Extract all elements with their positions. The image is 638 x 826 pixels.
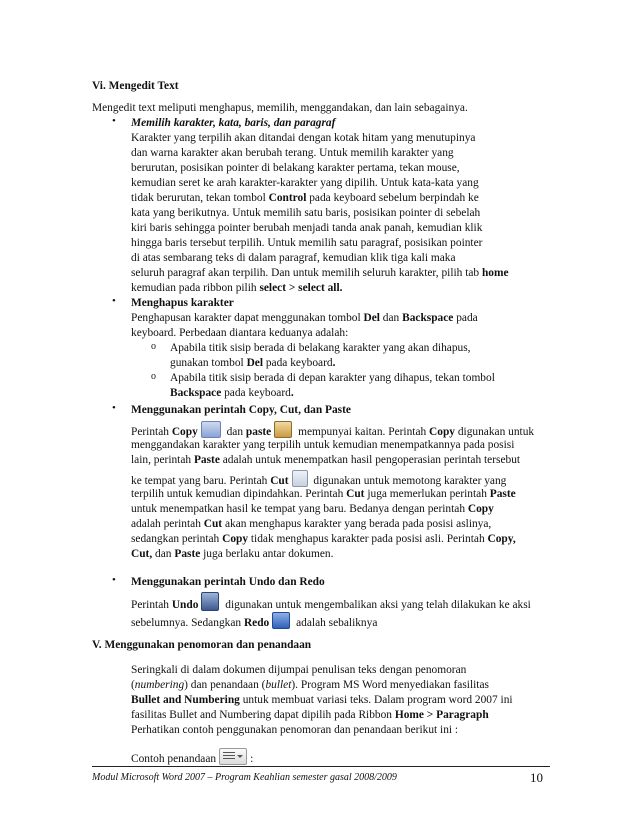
text-run: Paste bbox=[193, 454, 220, 466]
text-run: fasilitas Bullet and Numbering dapat dipilih pada Ribbon bbox=[131, 709, 395, 721]
text-run: bullet bbox=[265, 679, 292, 691]
text-run: Home > Paragraph bbox=[394, 709, 489, 721]
paragraph-line bbox=[131, 531, 516, 547]
paragraph-line bbox=[131, 265, 509, 281]
paragraph-line: Apabila titik sisip berada di depan karakter yang dihapus, tekan tombol bbox=[170, 372, 495, 384]
paragraph-line bbox=[131, 310, 478, 326]
text-run: adalah untuk menempatkan hasil pengoperasian perintah tersebut bbox=[219, 454, 521, 466]
text-run: juga memerlukan perintah bbox=[364, 488, 490, 500]
subsection-title-copy-cut-paste: Menggunakan perintah Copy, Cut, dan Paste bbox=[131, 404, 351, 416]
text-run: Perintah bbox=[131, 426, 172, 438]
text-run: untuk membuat variasi teks. Dalam program word 2007 ini bbox=[239, 694, 513, 706]
paragraph-line bbox=[131, 452, 520, 468]
bullets-button-icon bbox=[219, 748, 247, 765]
text-run: gunakan tombol bbox=[170, 357, 247, 369]
text-run: Paste bbox=[174, 548, 201, 560]
undo-icon bbox=[201, 592, 219, 611]
paragraph-line: kata yang berikutnya. Untuk memilih satu baris, posisikan pointer di sebelah bbox=[131, 207, 481, 219]
paragraph-line bbox=[170, 355, 335, 371]
text-run: akan menghapus karakter yang berada pada posisi aslinya, bbox=[222, 518, 492, 530]
text-run: select > select all. bbox=[259, 282, 343, 294]
bullet-icon: • bbox=[112, 574, 116, 586]
text-run: paste bbox=[245, 426, 272, 438]
text-run: Copy bbox=[467, 503, 494, 515]
text-run: sebelumnya. Sedangkan bbox=[131, 617, 244, 629]
text-run: Penghapusan karakter dapat menggunakan tombol bbox=[131, 312, 364, 324]
paragraph-line: menggandakan karakter yang terpilih untuk kemudian menempatkannya pada posisi bbox=[131, 439, 515, 451]
text-run: dan bbox=[152, 548, 175, 560]
paragraph-line: Seringkali di dalam dokumen dijumpai penulisan teks dengan penomoran bbox=[131, 664, 467, 676]
bullet-icon: • bbox=[112, 115, 116, 127]
text-run: Undo bbox=[171, 599, 199, 611]
subsection-title-menghapus: Menghapus karakter bbox=[131, 297, 234, 309]
text-run: Bullet and Numbering bbox=[131, 694, 240, 706]
text-run: . bbox=[332, 357, 336, 369]
text-run: tidak menghapus karakter pada posisi asli. Perintah bbox=[248, 533, 488, 545]
text-run: kemudian pada ribbon pilih bbox=[131, 282, 260, 294]
section-heading-5: V. Menggunakan penomoran dan penandaan bbox=[92, 639, 312, 651]
text-run: Cut bbox=[203, 518, 223, 530]
bullet-icon: • bbox=[112, 295, 116, 307]
sub-bullet-icon: o bbox=[151, 371, 156, 382]
paragraph-line: kiri baris sehingga pointer berubah menjadi tanda anak panah, kemudian klik bbox=[131, 222, 483, 234]
page-number: 10 bbox=[530, 770, 543, 785]
section-intro: Mengedit text meliputi menghapus, memilih, menggandakan, dan lain sebagainya. bbox=[92, 102, 468, 114]
section-heading-6: Vi. Mengedit Text bbox=[92, 80, 179, 92]
text-run: Redo bbox=[243, 617, 270, 629]
text-run: pada keyboard bbox=[263, 357, 333, 369]
text-run: adalah perintah bbox=[131, 518, 204, 530]
text-run: mempunyai kaitan. Perintah bbox=[295, 426, 430, 438]
text-run: ) dan penandaan ( bbox=[184, 679, 266, 691]
paragraph-line: keyboard. Perbedaan diantara keduanya adalah: bbox=[131, 327, 349, 339]
paragraph-line: Perhatikan contoh penggunakan penomoran dan penandaan berikut ini : bbox=[131, 724, 459, 736]
paragraph-line bbox=[131, 677, 489, 693]
paragraph-line: kemudian seret ke arah karakter-karakter yang dipilih. Untuk kata-kata yang bbox=[131, 177, 479, 189]
text-run: Contoh penandaan bbox=[131, 753, 217, 765]
text-run: : bbox=[250, 753, 254, 765]
text-run: seluruh paragraf akan terpilih. Dan untuk memilih seluruh karakter, pilih tab bbox=[131, 267, 482, 279]
text-run: home bbox=[481, 267, 509, 279]
text-run: Backspace bbox=[402, 312, 454, 324]
paragraph-line bbox=[131, 516, 491, 532]
text-run: sedangkan perintah bbox=[131, 533, 223, 545]
paragraph-line bbox=[131, 546, 333, 562]
text-run: ( bbox=[131, 679, 135, 691]
paragraph-line: Apabila titik sisip berada di belakang karakter yang akan dihapus, bbox=[170, 342, 471, 354]
paragraph-line: berurutan, posisikan pointer di belakang karakter pertama, tekan mouse, bbox=[131, 162, 460, 174]
footer-text: Modul Microsoft Word 2007 – Program Keahlian semester gasal 2008/2009 bbox=[92, 772, 397, 783]
text-run: pada keyboard sebelum berpindah ke bbox=[306, 192, 479, 204]
paste-icon bbox=[274, 421, 292, 438]
paragraph-line: dan warna karakter akan berubah terang. Untuk memilih karakter yang bbox=[131, 147, 454, 159]
paragraph-line bbox=[131, 190, 479, 206]
text-run: Del bbox=[363, 312, 380, 324]
text-run: Cut bbox=[270, 475, 289, 487]
text-run: Copy bbox=[222, 533, 249, 545]
text-run: ). Program MS Word menyediakan fasilitas bbox=[291, 679, 489, 691]
text-run: Copy bbox=[429, 426, 455, 438]
footer-divider bbox=[92, 766, 550, 767]
text-run: Cut bbox=[346, 488, 365, 500]
text-run: Cut, bbox=[131, 548, 153, 560]
subsection-title-undo-redo: Menggunakan perintah Undo dan Redo bbox=[131, 576, 325, 588]
text-run: numbering bbox=[134, 679, 185, 691]
text-run: Copy bbox=[171, 426, 198, 438]
paragraph-line: hingga baris tersebut terpilih. Untuk memilih satu paragraf, posisikan pointer bbox=[131, 237, 483, 249]
cut-icon bbox=[292, 470, 308, 487]
text-run: juga berlaku antar dokumen. bbox=[200, 548, 334, 560]
text-run: adalah sebaliknya bbox=[293, 617, 378, 629]
paragraph-line bbox=[170, 385, 294, 401]
paragraph-line bbox=[131, 486, 516, 502]
paragraph-line bbox=[131, 612, 377, 631]
text-run: digunakan untuk bbox=[455, 426, 535, 438]
text-run: ke tempat yang baru. Perintah bbox=[131, 475, 271, 487]
text-run: digunakan untuk mengembalikan aksi yang telah dilakukan ke aksi bbox=[222, 599, 531, 611]
text-run: Perintah bbox=[131, 599, 172, 611]
text-run: pada bbox=[453, 312, 478, 324]
paragraph-line: Karakter yang terpilih akan ditandai dengan kotak hitam yang menutupinya bbox=[131, 132, 476, 144]
text-run: . bbox=[290, 387, 294, 399]
text-run: untuk menempatkan hasil ke tempat yang baru. Bedanya dengan perintah bbox=[131, 503, 468, 515]
copy-icon bbox=[201, 421, 221, 438]
text-run: digunakan untuk memotong karakter yang bbox=[310, 475, 507, 487]
text-run: tidak berurutan, tekan tombol bbox=[131, 192, 269, 204]
text-run: dan bbox=[223, 426, 246, 438]
paragraph-line bbox=[131, 692, 513, 708]
text-run: Del bbox=[246, 357, 264, 369]
redo-icon bbox=[272, 612, 290, 629]
paragraph-line bbox=[131, 707, 489, 723]
sub-bullet-icon: o bbox=[151, 341, 156, 352]
text-run: Copy, bbox=[487, 533, 516, 545]
text-run: terpilih untuk kemudian dipindahkan. Perintah bbox=[131, 488, 347, 500]
text-run: lain, perintah bbox=[131, 454, 194, 466]
paragraph-line bbox=[131, 501, 494, 517]
subsection-title-memilih: Memilih karakter, kata, baris, dan paragraf bbox=[131, 117, 336, 129]
text-run: Backspace bbox=[170, 387, 222, 399]
paragraph-line bbox=[131, 748, 253, 767]
paragraph-line: di atas sembarang teks di dalam paragraf, kemudian klik tiga kali maka bbox=[131, 252, 456, 264]
paragraph-line bbox=[131, 280, 342, 296]
paragraph-line bbox=[131, 592, 531, 613]
text-run: pada keyboard bbox=[221, 387, 291, 399]
bullet-icon: • bbox=[112, 402, 116, 414]
text-run: Control bbox=[268, 192, 307, 204]
text-run: dan bbox=[379, 312, 403, 324]
text-run: Paste bbox=[489, 488, 516, 500]
